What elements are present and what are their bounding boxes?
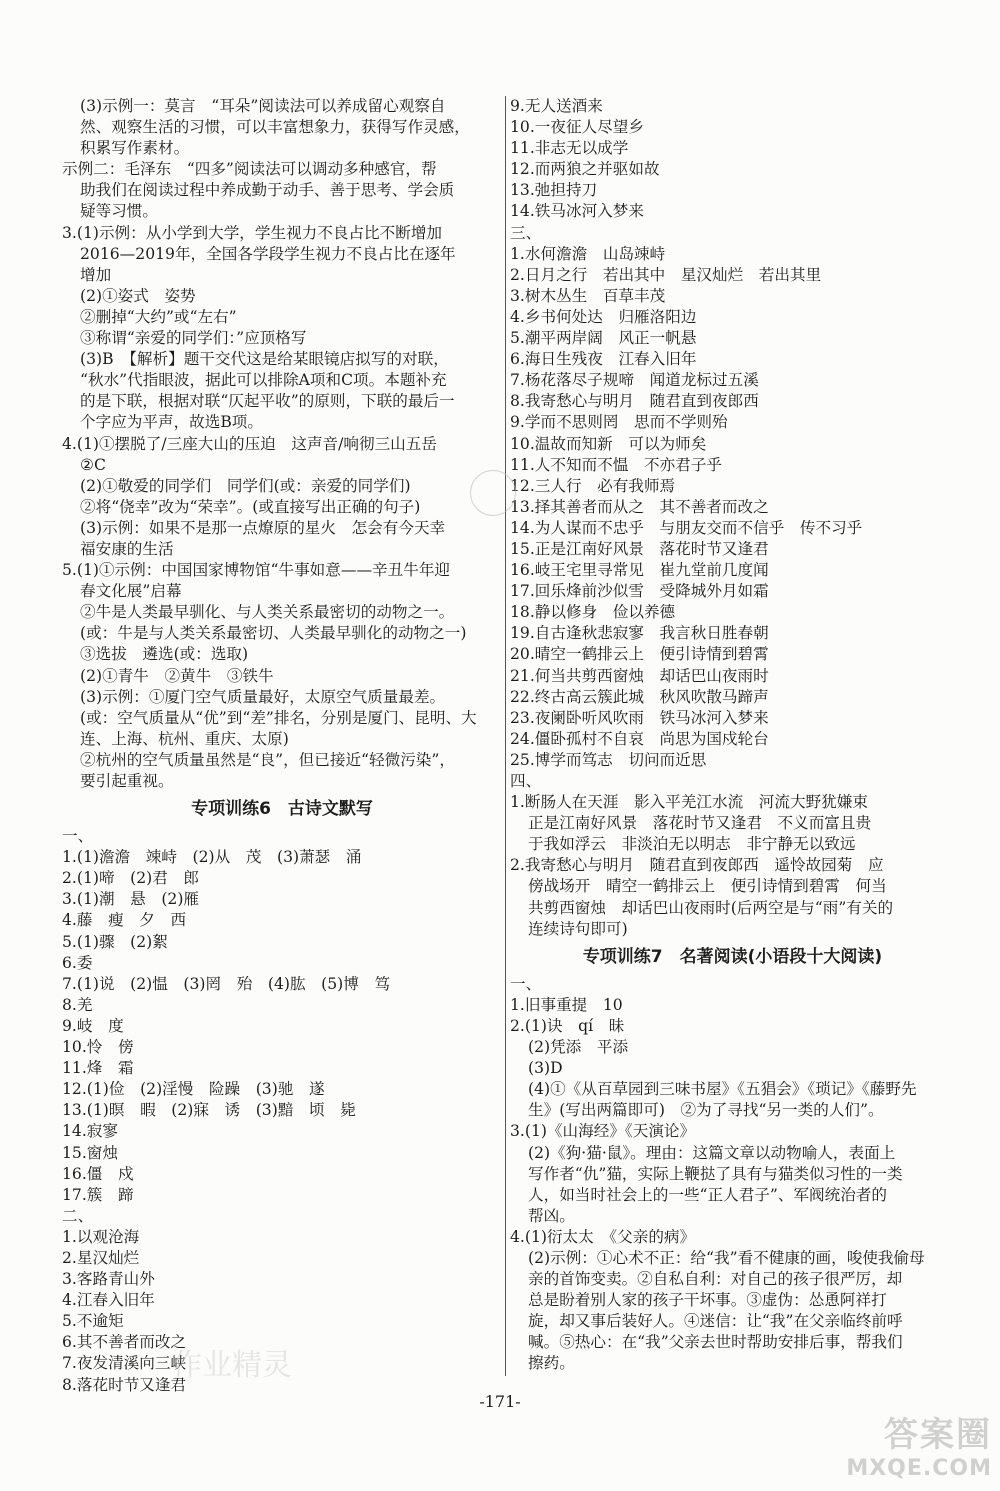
answer-line: (2)示例：①心术不正：给“我”看不健康的画，唆使我偷母 [528, 1248, 925, 1267]
answer-line: 15.正是江南好风景 落花时节又逢君 [510, 539, 769, 558]
answer-line: 20.晴空一鹤排云上 便引诗情到碧霄 [510, 645, 769, 664]
answer-line: 6.其不善者而改之 [62, 1333, 187, 1352]
answer-line: (3)示例一：莫言 “耳朵”阅读法可以养成留心观察自 [80, 97, 446, 115]
answer-line: 亲的首饰变卖。②自私自利：对自己的孩子很严厉，却 [528, 1270, 903, 1289]
watermark-stamp [470, 470, 516, 516]
answer-line: 1.以观沧海 [62, 1227, 140, 1246]
answer-line: (2)凭添 平添 [528, 1038, 629, 1057]
answer-line: 4.(1)衍太太 《父亲的病》 [510, 1227, 696, 1246]
answer-line: 5.(1)骤 (2)絮 [62, 932, 168, 951]
answer-line: 一、 [510, 974, 542, 993]
answer-line: 连、上海、杭州、重庆、太原) [80, 729, 289, 748]
answer-line: 疑等习惯。 [80, 202, 158, 221]
answer-line: 9.无人送酒来 [510, 97, 603, 115]
answer-line: 19.自古逢秋悲寂寥 我言秋日胜春朝 [510, 624, 769, 643]
answer-line: 5.潮平两岸阔 风正一帆悬 [510, 329, 697, 348]
answer-line: 1.旧事重提 10 [510, 995, 623, 1014]
answer-line: 5.不逾矩 [62, 1312, 124, 1331]
answer-line: 13.(1)暝 暇 (2)寐 诱 (3)黯 顷 毙 [62, 1101, 356, 1120]
answer-line: 喊。⑤热心：在“我”父亲去世时帮助安排后事，帮我们 [528, 1333, 903, 1352]
answer-line: 3.(1)示例：从小学到大学，学生视力不良占比不断增加 [62, 223, 443, 242]
answer-line: 擦药。 [528, 1354, 575, 1373]
answer-line: ③选拔 遴选(或：选取) [80, 645, 249, 664]
right-column [510, 96, 955, 1375]
watermark-brand: 作业精灵 [172, 1348, 292, 1383]
answer-line: 1.断肠人在天涯 影入平羌江水流 河流大野犹嫌束 [510, 793, 868, 812]
answer-line: (2)①敬爱的同学们 同学们(或：亲爱的同学们) [80, 476, 411, 495]
answer-line: 连续诗句即可) [528, 919, 628, 938]
answer-line: 11.烽 霜 [62, 1059, 134, 1078]
answer-line: 2.我寄愁心与明月 随君直到夜郎西 遥怜故园菊 应 [510, 856, 884, 875]
answer-line: 生》(写出两篇即可) ②为了寻找“另一类的人们”。 [528, 1101, 884, 1120]
answer-line: 要引起重视。 [80, 772, 174, 790]
answer-line: 7.杨花落尽子规啼 闻道龙标过五溪 [510, 371, 759, 390]
answer-line: 总是盼着别人家的孩子干坏事。③虚伪：怂恿阿祥打 [528, 1291, 887, 1310]
answer-line: 4.藤 瘦 夕 西 [62, 911, 187, 930]
answer-line: 11.非志无以成学 [510, 139, 629, 158]
answer-line: 积累写作素材。 [80, 139, 190, 158]
answer-line: 15.窗烛 [62, 1143, 118, 1162]
column-divider [505, 96, 506, 1376]
answer-line: “秋水”代指眼波，据此可以排除A项和C项。本题补充 [80, 371, 447, 390]
answer-line: (或：空气质量从“优”到“差”排名，分别是厦门、昆明、大 [80, 708, 477, 727]
right-answers-block [510, 96, 955, 940]
answer-line: (2)《狗·猫·鼠》。理由：这篇文章以动物喻人，表面上 [528, 1143, 896, 1162]
answer-line: (4)①《从百草园到三味书屋》《五猖会》《琐记》《藤野先 [528, 1080, 917, 1099]
answer-line: 13.择其善者而从之 其不善者而改之 [510, 497, 769, 516]
answer-line: 正是江南好风景 落花时节又逢君 不义而富且贵 [528, 814, 872, 833]
answer-line: (3)示例：如果不是那一点燎原的星火 怎会有今天幸 [80, 518, 446, 537]
answer-line: 8.落花时节又逢君 [62, 1375, 187, 1394]
answer-line: 3.客路青山外 [62, 1270, 155, 1289]
answer-line: 四、 [510, 772, 542, 790]
answer-line: 旋，却又事后装好人。④迷信：让“我”在父亲临终前呼 [528, 1312, 903, 1331]
answer-line: 24.僵卧孤村不自哀 尚思为国戍轮台 [510, 729, 769, 748]
answer-line: 3.树木丛生 百草丰茂 [510, 286, 666, 305]
answer-line: 10.温故而知新 可以为师矣 [510, 434, 707, 453]
answer-line: 6.委 [62, 953, 93, 972]
answer-line: 12.三人行 必有我师焉 [510, 476, 676, 495]
answer-line: 9.岐 度 [62, 1016, 124, 1035]
answer-line: (3)D [528, 1059, 563, 1078]
answer-line: 14.寂寥 [62, 1122, 118, 1141]
answer-line: 22.终古高云簇此城 秋风吹散马蹄声 [510, 687, 769, 706]
answer-line: 春文化展”启幕 [80, 582, 182, 601]
answer-line: 4.乡书何处达 归雁洛阳边 [510, 307, 697, 326]
answer-line: (3)B 【解析】题干交代这是给某眼镜店拟写的对联， [80, 350, 449, 369]
answer-line: ②删掉“大约”或“左右” [80, 307, 237, 326]
section-7-answers [510, 974, 955, 1375]
answer-line: ②将“侥幸”改为“荣幸”。(或直接写出正确的句子) [80, 497, 421, 516]
answer-line: 2.星汉灿烂 [62, 1248, 140, 1267]
answer-line: 共剪西窗烛 却话巴山夜雨时(后两空是与“雨”有关的 [528, 898, 894, 917]
answer-line: 一、 [62, 827, 94, 846]
answer-line: 2.日月之行 若出其中 星汉灿烂 若出其里 [510, 265, 822, 284]
page-number: -171- [479, 1392, 521, 1411]
watermark-corner-url: MXQE.COM [846, 1456, 992, 1481]
answer-line: 25.博学而笃志 切问而近思 [510, 750, 707, 769]
answer-line: (3)示例：①厦门空气质量最好，太原空气质量最差。 [80, 687, 446, 706]
answer-line: (2)①青牛 ②黄牛 ③铁牛 [80, 666, 274, 685]
answer-line: 4.(1)①摆脱了/三座大山的压迫 这声音/响彻三山五岳 [62, 434, 437, 453]
answer-line: 人，如当时社会上的一些“正人君子”、军阀统治者的 [528, 1185, 888, 1204]
watermark-corner-title: 答案圈 [884, 1415, 992, 1455]
answer-line: (2)①姿式 姿势 [80, 286, 196, 305]
answer-line: 9.学而不思则罔 思而不学则殆 [510, 413, 728, 432]
answer-line: 助我们在阅读过程中养成勤于动手、善于思考、学会质 [80, 181, 455, 200]
answer-line: 7.(1)说 (2)愠 (3)罔 殆 (4)肱 (5)博 笃 [62, 974, 391, 993]
answer-line: 于我如浮云 非淡泊无以明志 非宁静无以致远 [528, 835, 856, 854]
answer-line: 傍战场开 晴空一鹤排云上 便引诗情到碧霄 何当 [528, 877, 887, 896]
answer-line: 1.水何澹澹 山岛竦峙 [510, 244, 666, 263]
answer-line: 2.(1)啼 (2)君 郎 [62, 869, 200, 888]
answer-line: 21.何当共剪西窗烛 却话巴山夜雨时 [510, 666, 769, 685]
section-6-answers [62, 826, 502, 1396]
answer-line: 2.(1)诀 qí 昧 [510, 1016, 625, 1035]
answer-line: 帮凶。 [528, 1206, 575, 1225]
answer-line: 4.江春入旧年 [62, 1291, 155, 1310]
answer-line: 7.夜发清溪向三峡 [62, 1354, 187, 1373]
answer-line: 增加 [80, 265, 112, 284]
answer-line: 10.一夜征人尽望乡 [510, 118, 644, 137]
answer-line: 示例二：毛泽东 “四多”阅读法可以调动多种感官，帮 [62, 160, 437, 179]
answer-line: 18.静以修身 俭以养德 [510, 603, 676, 622]
answer-line: 13.弛担持刀 [510, 181, 598, 200]
answer-line: 5.(1)①示例：中国国家博物馆“牛事如意——辛丑牛年迎 [62, 561, 451, 580]
answer-line: (或：牛是与人类关系最密切、人类最早驯化的动物之一) [80, 624, 467, 643]
section-6-title: 专项训练6 古诗文默写 [191, 799, 373, 820]
answer-line: 三、 [510, 223, 542, 242]
answer-line: 然、观察生活的习惯，可以丰富想象力，获得写作灵感， [80, 118, 470, 137]
answer-line: ②杭州的空气质量虽然是“良”，但已接近“轻微污染”， [80, 750, 455, 769]
answer-line: 16.僵 戍 [62, 1164, 134, 1183]
left-answers-block [62, 96, 502, 792]
answer-line: 23.夜阑卧听风吹雨 铁马冰河入梦来 [510, 708, 769, 727]
answer-line: ②C [80, 455, 106, 474]
section-7-title: 专项训练7 名著阅读(小语段十大阅读) [582, 946, 883, 967]
watermark-corner [846, 1407, 992, 1481]
answer-line: 3.(1)《山海经》《天演论》 [510, 1122, 696, 1141]
answer-line: 个字应为平声，故选B项。 [80, 413, 263, 432]
answer-line: 14.铁马冰河入梦来 [510, 202, 644, 221]
answer-line: 17.回乐烽前沙似雪 受降城外月如霜 [510, 582, 769, 601]
answer-line: 1.(1)澹澹 竦峙 (2)从 茂 (3)萧瑟 涌 [62, 848, 362, 867]
answer-line: 二、 [62, 1206, 94, 1225]
answer-line: 福安康的生活 [80, 539, 174, 558]
answer-line: 17.簇 蹄 [62, 1185, 134, 1204]
answer-line: 2016—2019年，全国各学段学生视力不良占比在逐年 [80, 244, 456, 263]
left-column [62, 96, 502, 1396]
answer-line: 8.我寄愁心与明月 随君直到夜郎西 [510, 392, 759, 411]
answer-line: 16.岐王宅里寻常见 崔九堂前几度闻 [510, 561, 769, 580]
answer-line: 8.羌 [62, 995, 93, 1014]
answer-line: 11.人不知而不愠 不亦君子乎 [510, 455, 722, 474]
answer-line: 6.海日生残夜 江春入旧年 [510, 350, 697, 369]
answer-line: 14.为人谋而不忠乎 与朋友交而不信乎 传不习乎 [510, 518, 863, 537]
answer-line: ③称谓“亲爱的同学们：”应顶格写 [80, 329, 307, 348]
answer-line: 12.(1)俭 (2)淫慢 险躁 (3)驰 遂 [62, 1080, 325, 1099]
answer-line: 12.而两狼之并驱如故 [510, 160, 660, 179]
answer-line: 10.怜 傍 [62, 1038, 134, 1057]
answer-line: 3.(1)潮 悬 (2)雁 [62, 890, 200, 909]
answer-line: 写作者“仇”猫，实际上鞭挞了具有与猫类似习性的一类 [528, 1164, 903, 1183]
answer-line: ②牛是人类最早驯化、与人类关系最密切的动物之一。 [80, 603, 455, 622]
answer-line: 的是下联，根据对联“仄起平收”的原则，下联的最后一 [80, 392, 455, 411]
